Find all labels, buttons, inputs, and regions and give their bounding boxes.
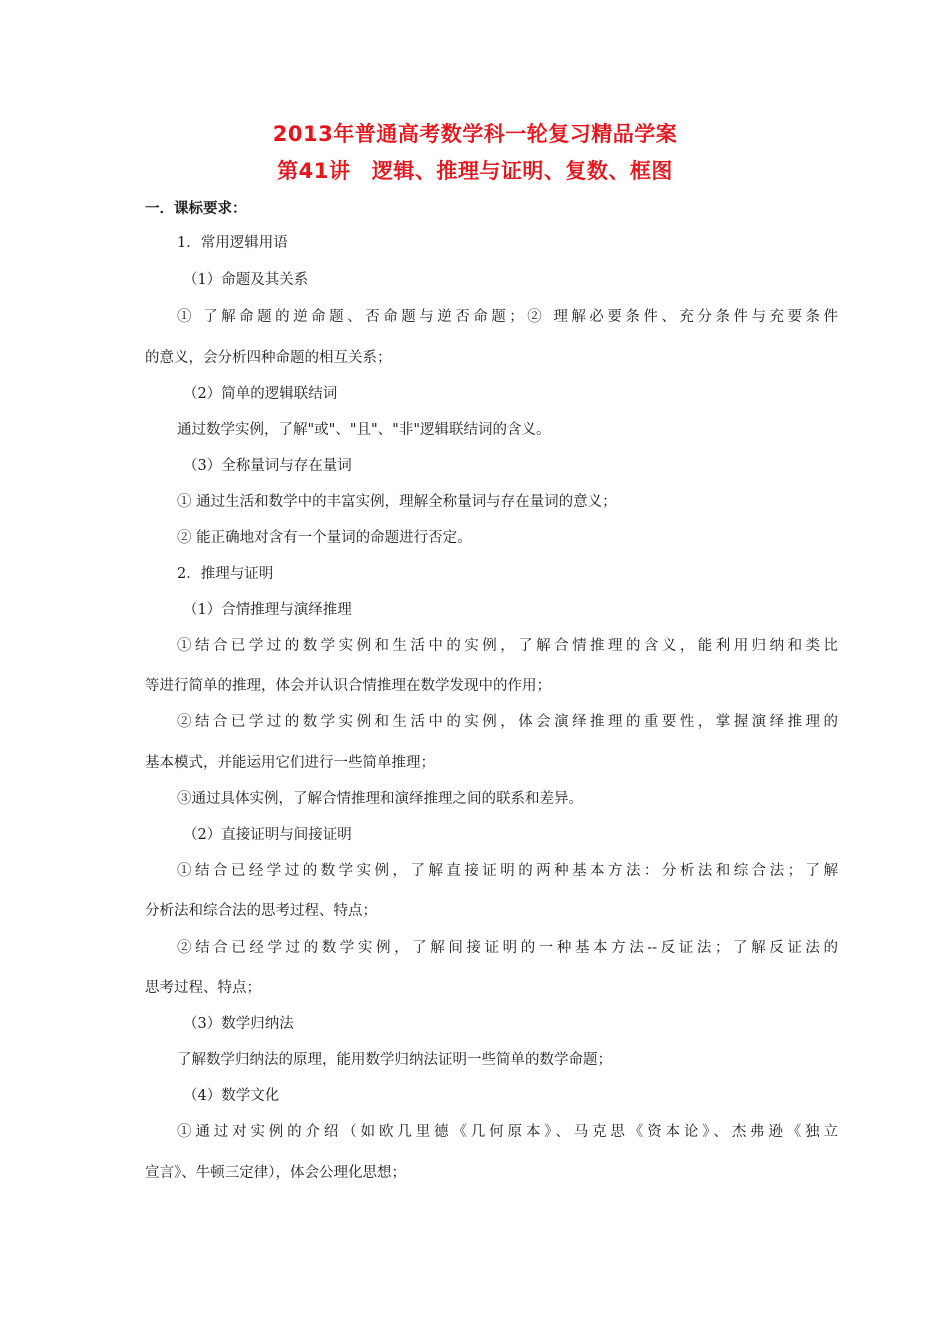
paragraph-line: 思考过程、特点； (145, 980, 261, 996)
subitem-heading: （3）数学归纳法 (183, 1016, 294, 1032)
item-heading-reasoning-proof: 2．推理与证明 (177, 566, 274, 582)
subitem-heading: （2）简单的逻辑联结词 (183, 386, 338, 402)
paragraph-line: 了解数学归纳法的原理，能用数学归纳法证明一些简单的数学命题； (177, 1052, 612, 1068)
subitem-heading: （3）全称量词与存在量词 (183, 458, 352, 474)
paragraph-line: ①结合已经学过的数学实例，了解直接证明的两种基本方法：分析法和综合法；了解 (177, 863, 838, 879)
paragraph-line: ②结合已经学过的数学实例，了解间接证明的一种基本方法--反证法；了解反证法的 (177, 940, 838, 956)
paragraph-line: 分析法和综合法的思考过程、特点； (145, 903, 377, 919)
item-heading-logic-terms: 1．常用逻辑用语 (177, 235, 288, 251)
subitem-heading: （4）数学文化 (183, 1088, 280, 1104)
paragraph-line: 基本模式，并能运用它们进行一些简单推理； (145, 755, 435, 771)
paragraph-line: 等进行简单的推理，体会并认识合情推理在数学发现中的作用； (145, 678, 551, 694)
paragraph-line: 宣言》、牛顿三定律），体会公理化思想； (145, 1165, 406, 1181)
paragraph-line: ①结合已学过的数学实例和生活中的实例，了解合情推理的含义，能利用归纳和类比 (177, 638, 838, 654)
subitem-heading: （2）直接证明与间接证明 (183, 827, 352, 843)
paragraph-line: ②结合已学过的数学实例和生活中的实例，体会演绎推理的重要性，掌握演绎推理的 (177, 714, 838, 730)
paragraph-line: ③通过具体实例，了解合情推理和演绎推理之间的联系和差异。 (177, 791, 583, 807)
document-title: 2013年普通高考数学科一轮复习精品学案 (272, 122, 678, 146)
paragraph-line: ① 了解命题的逆命题、否命题与逆否命题；② 理解必要条件、充分条件与充要条件 (177, 309, 838, 325)
subitem-heading: （1）合情推理与演绎推理 (183, 602, 352, 618)
paragraph-line: ①通过对实例的介绍（如欧几里德《几何原本》、马克思《资本论》、杰弗逊《独立 (177, 1124, 838, 1140)
paragraph-line: ② 能正确地对含有一个量词的命题进行否定。 (177, 530, 472, 546)
subitem-heading: （1）命题及其关系 (183, 272, 309, 288)
paragraph-line: 通过数学实例，了解"或"、"且"、"非"逻辑联结词的含义。 (177, 422, 551, 438)
lecture-subtitle: 第41讲 逻辑、推理与证明、复数、框图 (277, 159, 673, 183)
paragraph-line: 的意义，会分析四种命题的相互关系； (145, 350, 392, 366)
section-heading-curriculum-requirements: 一．课标要求： (145, 201, 247, 217)
paragraph-line: ① 通过生活和数学中的丰富实例，理解全称量词与存在量词的意义； (177, 494, 617, 510)
